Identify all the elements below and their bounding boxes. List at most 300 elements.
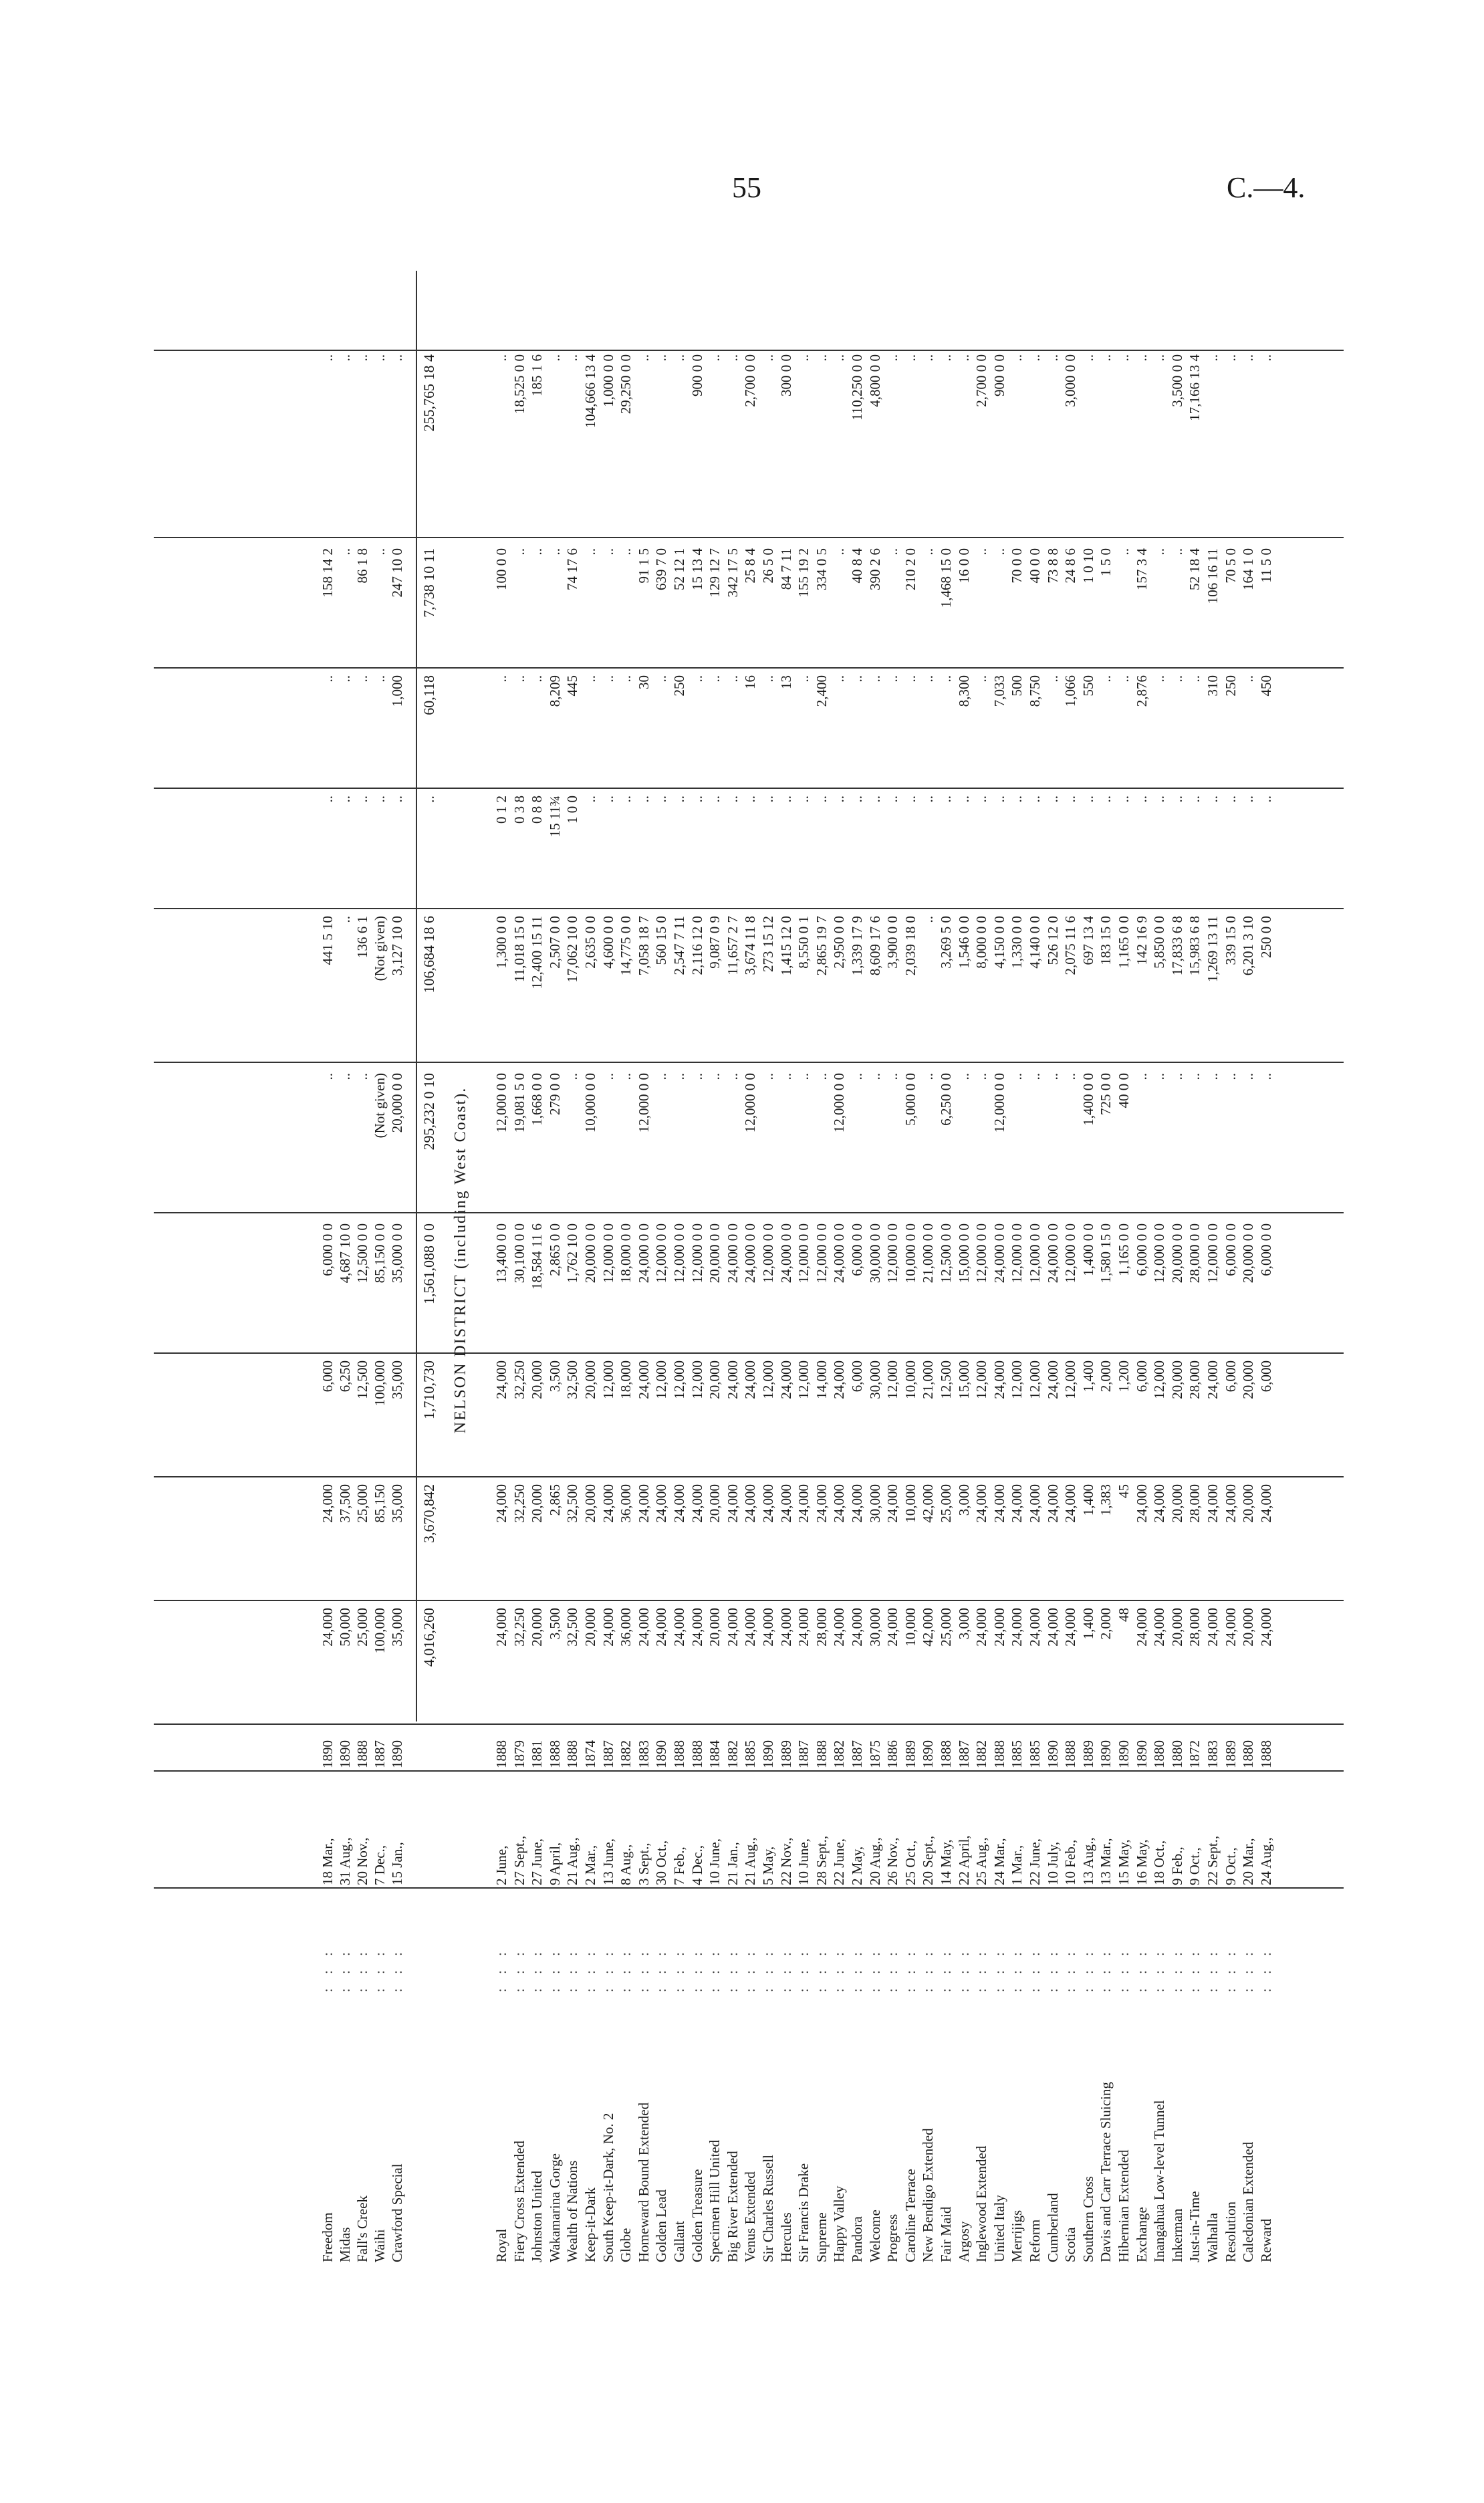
- cell-c9: 100 0 0: [493, 548, 509, 590]
- cell-c9: ..: [600, 548, 616, 556]
- cell-c10: ..: [671, 354, 687, 362]
- cell-c10: 185 1 6: [529, 354, 545, 396]
- cell-c9: 157 3 4: [1133, 548, 1150, 590]
- cell-c10: 3,500 0 0: [1168, 354, 1185, 407]
- cell-c8: ..: [618, 675, 634, 683]
- cell-c9: 74 17 6: [564, 548, 581, 590]
- leader-dots: : : :: [653, 1946, 670, 1992]
- cell-c3: 32,250: [511, 1360, 527, 1399]
- registration-year: 1889: [777, 1740, 794, 1768]
- table-row: [356, 254, 370, 2266]
- cell-c9: 52 18 4: [1187, 548, 1203, 590]
- company-name: New Bendigo Extended: [920, 2128, 937, 2262]
- cell-c5: ..: [354, 1073, 370, 1080]
- cell-c7: ..: [1133, 796, 1150, 803]
- cell-c9: 106 16 11: [1205, 548, 1221, 604]
- cell-c2: 24,000: [320, 1484, 336, 1523]
- cell-c6: 183 15 0: [1098, 916, 1114, 965]
- cell-c3: 24,000: [742, 1360, 759, 1399]
- cell-c4: 24,000 0 0: [831, 1223, 848, 1284]
- cell-c7: ..: [1240, 796, 1257, 803]
- registration-date: 14 May,: [938, 1839, 954, 1885]
- cell-c1: 28,000: [1187, 1608, 1203, 1647]
- cell-c8: 13: [777, 675, 794, 689]
- cell-c3: 24,000: [777, 1360, 794, 1399]
- table-row: [1135, 254, 1149, 2266]
- cell-c5: ..: [1222, 1073, 1239, 1080]
- cell-c7: ..: [724, 796, 741, 803]
- registration-date: 20 Aug.,: [866, 1837, 883, 1885]
- registration-date: 18 Oct.,: [1151, 1840, 1168, 1885]
- subtotal-c2: 3,670,842: [420, 1484, 437, 1543]
- cell-c4: 2,865 0 0: [546, 1223, 563, 1276]
- cell-c1: 24,000: [1151, 1608, 1168, 1647]
- registration-date: 4 Dec.,: [689, 1844, 705, 1885]
- table-row: [743, 254, 757, 2266]
- cell-c7: ..: [671, 796, 687, 803]
- leader-dots: : : :: [389, 1946, 405, 1992]
- company-name: Midas: [337, 2227, 353, 2262]
- cell-c1: 36,000: [618, 1608, 634, 1647]
- cell-c8: ..: [337, 675, 353, 683]
- subtotal-c6: 106,684 18 6: [420, 916, 437, 993]
- cell-c4: 12,000 0 0: [1151, 1223, 1168, 1284]
- company-name: Merrijigs: [1009, 2210, 1025, 2262]
- cell-c2: 24,000: [1044, 1484, 1061, 1523]
- cell-c7: 15 11¾: [546, 796, 563, 838]
- registration-date: 18 Mar.,: [320, 1838, 336, 1885]
- table-row: [832, 254, 846, 2266]
- cell-c9: ..: [372, 548, 388, 556]
- cell-c6: 2,950 0 0: [831, 916, 848, 969]
- cell-c7: ..: [849, 796, 865, 803]
- cell-c10: ..: [372, 354, 388, 362]
- table-row: [1206, 254, 1220, 2266]
- table-row: [957, 254, 971, 2266]
- company-name: United Italy: [991, 2195, 1007, 2262]
- cell-c9: 155 19 2: [795, 548, 812, 598]
- cell-c5: 1,400 0 0: [1080, 1073, 1096, 1126]
- cell-c6: 3,127 10 0: [389, 916, 405, 976]
- cell-c5: ..: [813, 1073, 830, 1080]
- cell-c9: 40 0 0: [1027, 548, 1043, 584]
- cell-c4: 21,000 0 0: [920, 1223, 937, 1284]
- cell-c6: 7,058 18 7: [635, 916, 652, 976]
- cell-c5: 6,250 0 0: [938, 1073, 954, 1126]
- table-row: [939, 254, 953, 2266]
- cell-c8: 1,066: [1062, 675, 1079, 707]
- cell-c10: 2,700 0 0: [973, 354, 990, 407]
- registration-date: 20 Sept.,: [920, 1835, 937, 1885]
- table-row: [672, 254, 687, 2266]
- cell-c4: 24,000 0 0: [635, 1223, 652, 1284]
- cell-c4: 6,000 0 0: [1257, 1223, 1274, 1276]
- cell-c1: 20,000: [1240, 1608, 1257, 1647]
- cell-c9: ..: [1168, 548, 1185, 556]
- registration-year: 1887: [849, 1740, 865, 1768]
- cell-c3: 15,000: [955, 1360, 972, 1399]
- registration-date: 10 Feb.,: [1062, 1839, 1079, 1885]
- company-name: Waihi: [372, 2229, 388, 2262]
- cell-c2: 24,000: [1205, 1484, 1221, 1523]
- registration-date: 10 June,: [795, 1838, 812, 1885]
- cell-c2: 24,000: [795, 1484, 812, 1523]
- cell-c3: 21,000: [920, 1360, 937, 1399]
- registration-year: 1880: [1168, 1740, 1185, 1768]
- registration-year: 1885: [742, 1740, 759, 1768]
- cell-c10: 900 0 0: [689, 354, 705, 396]
- cell-c1: 28,000: [813, 1608, 830, 1647]
- company-name: Sir Charles Russell: [760, 2155, 776, 2262]
- cell-c6: 8,000 0 0: [973, 916, 990, 969]
- registration-year: 1890: [1133, 1740, 1150, 1768]
- leader-dots: : : :: [1027, 1946, 1043, 1992]
- cell-c1: 10,000: [902, 1608, 918, 1647]
- cell-c1: 3,000: [955, 1608, 972, 1640]
- cell-c2: 3,000: [955, 1484, 972, 1516]
- cell-c4: 6,000 0 0: [1133, 1223, 1150, 1276]
- cell-c3: 24,000: [991, 1360, 1007, 1399]
- cell-c5: ..: [1205, 1073, 1221, 1080]
- cell-c5: ..: [564, 1073, 581, 1080]
- company-name: Caroline Terrace: [902, 2169, 918, 2262]
- company-name: Reward: [1257, 2218, 1274, 2262]
- registration-year: 1888: [493, 1740, 509, 1768]
- cell-c7: ..: [689, 796, 705, 803]
- cell-c4: 4,687 10 0: [337, 1223, 353, 1284]
- cell-c9: 1,468 15 0: [938, 548, 954, 608]
- company-name: Big River Extended: [724, 2151, 741, 2262]
- cell-c2: 20,000: [1168, 1484, 1185, 1523]
- cell-c6: 3,674 11 8: [742, 916, 759, 975]
- cell-c6: 526 12 0: [1044, 916, 1061, 965]
- cell-c10: ..: [1080, 354, 1096, 362]
- cell-c6: 339 15 0: [1222, 916, 1239, 965]
- registration-date: 20 Mar.,: [1240, 1838, 1257, 1885]
- cell-c3: 12,000: [1027, 1360, 1043, 1399]
- registration-year: 1890: [1116, 1740, 1132, 1768]
- cell-c6: 3,900 0 0: [884, 916, 901, 969]
- cell-c9: 24 8 6: [1062, 548, 1079, 584]
- cell-c3: 24,000: [493, 1360, 509, 1399]
- leader-dots: : : :: [884, 1946, 901, 1992]
- cell-c6: 1,300 0 0: [493, 916, 509, 969]
- registration-year: 1890: [1098, 1740, 1114, 1768]
- company-name: Inkerman: [1168, 2208, 1185, 2262]
- cell-c5: ..: [1187, 1073, 1203, 1080]
- leader-dots: : : :: [849, 1946, 865, 1992]
- cell-c2: 1,400: [1080, 1484, 1096, 1516]
- registration-year: 1883: [635, 1740, 652, 1768]
- company-name: Walhalla: [1205, 2212, 1221, 2262]
- table-row: [602, 254, 616, 2266]
- cell-c4: 12,000 0 0: [1009, 1223, 1025, 1284]
- cell-c9: 11 5 0: [1257, 548, 1274, 583]
- cell-c5: ..: [689, 1073, 705, 1080]
- table-row: [921, 254, 935, 2266]
- cell-c10: ..: [1044, 354, 1061, 362]
- table-row: [815, 254, 829, 2266]
- registration-date: 7 Feb.,: [671, 1846, 687, 1885]
- cell-c9: ..: [337, 548, 353, 556]
- cell-c5: 12,000 0 0: [742, 1073, 759, 1133]
- registration-year: 1887: [372, 1740, 388, 1768]
- registration-date: 22 April,: [955, 1835, 972, 1885]
- cell-c7: ..: [813, 796, 830, 803]
- table-row: [321, 254, 335, 2266]
- cell-c3: 30,000: [866, 1360, 883, 1399]
- table-row: [993, 254, 1007, 2266]
- cell-c6: 17,062 10 0: [564, 916, 581, 983]
- company-name: Pandora: [849, 2216, 865, 2262]
- cell-c10: ..: [546, 354, 563, 362]
- cell-c5: ..: [849, 1073, 865, 1080]
- cell-c1: 24,000: [320, 1608, 336, 1647]
- company-name: Happy Valley: [831, 2185, 848, 2262]
- cell-c6: 12,400 15 11: [529, 916, 545, 989]
- company-name: Wakamarina Gorge: [546, 2153, 563, 2262]
- cell-c6: 2,039 18 0: [902, 916, 918, 976]
- cell-c3: 20,000: [1240, 1360, 1257, 1399]
- table-row: [1082, 254, 1096, 2266]
- registration-date: 24 Mar.,: [991, 1838, 1007, 1885]
- cell-c3: 3,500: [546, 1360, 563, 1393]
- cell-c5: ..: [1151, 1073, 1168, 1080]
- cell-c5: 5,000 0 0: [902, 1073, 918, 1126]
- cell-c10: ..: [1240, 354, 1257, 362]
- cell-c9: 158 14 2: [320, 548, 336, 598]
- cell-c7: ..: [618, 796, 634, 803]
- registration-date: 20 Nov.,: [354, 1837, 370, 1885]
- cell-c2: 24,000: [653, 1484, 670, 1523]
- cell-c4: 20,000 0 0: [1168, 1223, 1185, 1284]
- cell-c8: ..: [354, 675, 370, 683]
- registration-year: 1890: [920, 1740, 937, 1768]
- company-name: Specimen Hill United: [707, 2139, 723, 2262]
- cell-c10: ..: [760, 354, 776, 362]
- cell-c2: 24,000: [777, 1484, 794, 1523]
- registration-year: 1882: [973, 1740, 990, 1768]
- cell-c8: ..: [529, 675, 545, 683]
- cell-c9: 210 2 0: [902, 548, 918, 590]
- company-name: Welcome: [866, 2210, 883, 2262]
- leader-dots: : : :: [635, 1946, 652, 1992]
- cell-c1: 20,000: [582, 1608, 598, 1647]
- cell-c10: ..: [635, 354, 652, 362]
- registration-year: 1890: [1044, 1740, 1061, 1768]
- cell-c1: 24,000: [1044, 1608, 1061, 1647]
- cell-c4: 1,165 0 0: [1116, 1223, 1132, 1276]
- leader-dots: : : :: [564, 1946, 581, 1992]
- cell-c1: 24,000: [884, 1608, 901, 1647]
- cell-c4: 1,762 10 0: [564, 1223, 581, 1284]
- cell-c10: 110,250 0 0: [849, 354, 865, 421]
- cell-c4: 12,000 0 0: [653, 1223, 670, 1284]
- cell-c6: 8,550 0 1: [795, 916, 812, 969]
- cell-c3: 24,000: [635, 1360, 652, 1399]
- cell-c9: ..: [973, 548, 990, 556]
- company-name: Globe: [618, 2228, 634, 2262]
- cell-c9: 390 2 6: [866, 548, 883, 590]
- cell-c9: 70 0 0: [1009, 548, 1025, 584]
- table-row: [530, 254, 544, 2266]
- registration-year: 1875: [866, 1740, 883, 1768]
- cell-c2: 24,000: [849, 1484, 865, 1523]
- cell-c1: 24,000: [760, 1608, 776, 1647]
- cell-c1: 20,000: [1168, 1608, 1185, 1647]
- registration-year: 1888: [1257, 1740, 1274, 1768]
- cell-c8: 250: [1222, 675, 1239, 697]
- registration-date: 27 June,: [529, 1838, 545, 1885]
- registration-year: 1890: [389, 1740, 405, 1768]
- page-reference: C.—4.: [1227, 171, 1306, 204]
- leader-dots: : : :: [1151, 1946, 1168, 1992]
- cell-c5: ..: [600, 1073, 616, 1080]
- cell-c10: ..: [955, 354, 972, 362]
- leader-dots: : : :: [813, 1946, 830, 1992]
- cell-c10: ..: [902, 354, 918, 362]
- cell-c8: ..: [831, 675, 848, 683]
- registration-year: 1885: [1027, 1740, 1043, 1768]
- cell-c10: ..: [1009, 354, 1025, 362]
- cell-c8: ..: [724, 675, 741, 683]
- cell-c2: 20,000: [707, 1484, 723, 1523]
- cell-c7: ..: [1098, 796, 1114, 803]
- cell-c10: ..: [1205, 354, 1221, 362]
- cell-c9: 84 7 11: [777, 548, 794, 590]
- cell-c5: ..: [1168, 1073, 1185, 1080]
- cell-c3: 32,500: [564, 1360, 581, 1399]
- cell-c6: 11,657 2 7: [724, 916, 741, 975]
- leader-dots: : : :: [777, 1946, 794, 1992]
- leader-dots: : : :: [689, 1946, 705, 1992]
- registration-year: 1888: [689, 1740, 705, 1768]
- registration-year: 1882: [724, 1740, 741, 1768]
- cell-c10: 4,800 0 0: [866, 354, 883, 407]
- leader-dots: : : :: [511, 1946, 527, 1992]
- registration-date: 25 Aug.,: [973, 1837, 990, 1885]
- leader-dots: : : :: [320, 1946, 336, 1992]
- cell-c10: ..: [1257, 354, 1274, 362]
- table-row: [1259, 254, 1273, 2266]
- table-row: [1099, 254, 1113, 2266]
- cell-c3: 24,000: [1044, 1360, 1061, 1399]
- cell-c6: 1,339 17 9: [849, 916, 865, 976]
- cell-c9: ..: [618, 548, 634, 556]
- company-name: Golden Lead: [653, 2189, 670, 2262]
- cell-c3: 1,200: [1116, 1360, 1132, 1393]
- cell-c8: ..: [1187, 675, 1203, 683]
- cell-c4: 12,000 0 0: [1027, 1223, 1043, 1284]
- company-name: Wealth of Nations: [564, 2160, 581, 2262]
- cell-c3: 35,000: [389, 1360, 405, 1399]
- registration-date: 8 Aug.,: [618, 1844, 634, 1885]
- cell-c6: ..: [337, 916, 353, 923]
- leader-dots: : : :: [707, 1946, 723, 1992]
- cell-c3: 12,000: [653, 1360, 670, 1399]
- company-name: Davis and Carr Terrace Sluicing: [1098, 2082, 1114, 2262]
- cell-c7: ..: [1080, 796, 1096, 803]
- cell-c7: ..: [1044, 796, 1061, 803]
- cell-c10: ..: [813, 354, 830, 362]
- cell-c3: 6,000: [1222, 1360, 1239, 1393]
- registration-year: 1888: [354, 1740, 370, 1768]
- cell-c4: 1,580 15 0: [1098, 1223, 1114, 1284]
- cell-c9: ..: [546, 548, 563, 556]
- cell-c8: 2,876: [1133, 675, 1150, 707]
- leader-dots: : : :: [902, 1946, 918, 1992]
- cell-c9: ..: [920, 548, 937, 556]
- cell-c4: 6,000 0 0: [1222, 1223, 1239, 1276]
- table-row: [850, 254, 864, 2266]
- cell-c6: 2,507 0 0: [546, 916, 563, 969]
- cell-c6: 136 6 1: [354, 916, 370, 958]
- leader-dots: : : :: [991, 1946, 1007, 1992]
- subtotal-rule: [416, 271, 417, 1721]
- cell-c8: 450: [1257, 675, 1274, 697]
- registration-year: 1872: [1187, 1740, 1203, 1768]
- cell-c6: 4,140 0 0: [1027, 916, 1043, 969]
- cell-c9: ..: [884, 548, 901, 556]
- cell-c3: 1,400: [1080, 1360, 1096, 1393]
- cell-c2: 32,250: [511, 1484, 527, 1523]
- cell-c6: 441 5 10: [320, 916, 336, 965]
- table-row: [637, 254, 651, 2266]
- cell-c10: 300 0 0: [777, 354, 794, 396]
- cell-c4: 30,100 0 0: [511, 1223, 527, 1284]
- leader-dots: : : :: [337, 1946, 353, 1992]
- registration-year: 1880: [1151, 1740, 1168, 1768]
- registration-date: 13 Aug.,: [1080, 1837, 1096, 1885]
- cell-c4: 1,400 0 0: [1080, 1223, 1096, 1276]
- table-row: [566, 254, 580, 2266]
- cell-c9: 334 0 5: [813, 548, 830, 590]
- cell-c3: 12,000: [760, 1360, 776, 1399]
- cell-c5: ..: [1062, 1073, 1079, 1080]
- cell-c1: 24,000: [795, 1608, 812, 1647]
- leader-dots: : : :: [724, 1946, 741, 1992]
- cell-c8: ..: [1116, 675, 1132, 683]
- cell-c8: ..: [884, 675, 901, 683]
- registration-date: 3 Sept.,: [635, 1842, 652, 1885]
- leader-dots: : : :: [760, 1946, 776, 1992]
- cell-c7: ..: [955, 796, 972, 803]
- leader-dots: : : :: [1062, 1946, 1079, 1992]
- cell-c4: 12,000 0 0: [1062, 1223, 1079, 1284]
- leader-dots: : : :: [372, 1946, 388, 1992]
- cell-c1: 3,500: [546, 1608, 563, 1640]
- cell-c5: 40 0 0: [1116, 1073, 1132, 1108]
- cell-c1: 24,000: [635, 1608, 652, 1647]
- cell-c5: ..: [955, 1073, 972, 1080]
- cell-c8: ..: [1168, 675, 1185, 683]
- company-name: Argosy: [955, 2221, 972, 2262]
- cell-c2: 30,000: [866, 1484, 883, 1523]
- cell-c3: 12,000: [1062, 1360, 1079, 1399]
- company-name: Hibernian Extended: [1116, 2149, 1132, 2262]
- registration-year: 1890: [320, 1740, 336, 1768]
- cell-c7: ..: [1168, 796, 1185, 803]
- cell-c5: 12,000 0 0: [635, 1073, 652, 1133]
- cell-c6: 9,087 0 9: [707, 916, 723, 969]
- cell-c4: 6,000 0 0: [320, 1223, 336, 1276]
- company-name: Inglewood Extended: [973, 2145, 990, 2262]
- company-name: Southern Cross: [1080, 2176, 1096, 2262]
- cell-c4: 12,000 0 0: [671, 1223, 687, 1284]
- cell-c8: ..: [600, 675, 616, 683]
- cell-c1: 24,000: [1205, 1608, 1221, 1647]
- leader-dots: : : :: [973, 1946, 990, 1992]
